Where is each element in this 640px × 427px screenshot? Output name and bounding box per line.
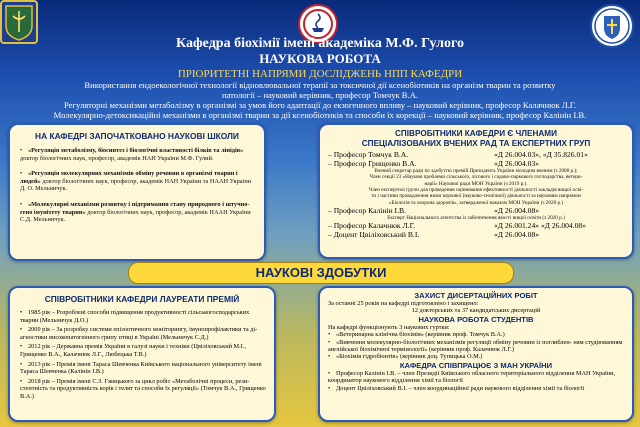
priority-line: Використання ендоекологічної технології відновлювальної терапії за токсичної дії ксенобіотиків на організм тварин та розвитку xyxy=(84,80,556,90)
member-name: – Професор Грищенко В.А. xyxy=(328,159,417,169)
bullet-icon: • xyxy=(328,331,331,339)
bullet-icon: • xyxy=(20,170,23,178)
staff-heading: СПІВРОБІТНИКИ КАФЕДРИ Є ЧЛЕНАМИ xyxy=(394,129,558,138)
priority-line: Регуляторні механізми метаболізму в організмі за умов його адаптації до екзогенного впливу – науковий керівник, професор Калачнюк Л.Г. xyxy=(64,100,576,110)
achievements-banner: НАУКОВІ ЗДОБУТКИ xyxy=(128,262,514,284)
member-row xyxy=(328,206,624,215)
student-group-text: «Біохімія гідробіонтів» (керівник доц. Тупицька О.М.) xyxy=(336,353,483,361)
laureate-text: 1985 рік – Розроблені способи підвищення продуктивності сільськогосподарських тварин (Мельничук Д.О.) xyxy=(20,309,250,324)
laureate-text: 2013 рік – Премія імені Тараса Шевченка Київського національного університету імені Тараса Шевченка (Калінін І.В.) xyxy=(20,360,262,376)
laureate-item xyxy=(20,361,266,376)
bullet-icon: • xyxy=(20,147,23,154)
council-code: «Д 26.004.03», «Д 35.826.01» xyxy=(494,150,588,160)
cooperation-text: Професор Калінін І.В. – член Президії Київського обласного територіального відділення МАН України, координатор наукового відділення хімії та біології xyxy=(328,369,616,385)
laureates-heading: СПІВРОБІТНИКИ КАФЕДРИ ЛАУРЕАТИ ПРЕМІЙ xyxy=(44,294,240,304)
member-name: – Професор Томчук В.А. xyxy=(328,150,409,160)
council-code: «Д 26.004.08» xyxy=(494,205,540,215)
member-note: нарії» Наукової ради МОН України (з 2019 р.). xyxy=(424,180,528,187)
council-code: «Д 26.004.08» xyxy=(494,230,540,240)
school-item xyxy=(20,201,258,224)
school-item xyxy=(20,170,258,193)
thesis-line: 12 докторських та 37 кандидатських дисертацій xyxy=(411,307,541,315)
school-leader: доктор біологічних наук, професор, академік НАН України та НААН України Д. О. Мельничук. xyxy=(20,177,252,193)
member-name: – Професор Калачнюк Л.Г. xyxy=(328,221,415,231)
student-group-text: «Вивчення молекулярно-біологічних механізмів регуляції обміну речовин із поглиблен- ням студіюванням англійської біохімічної термінології» (керівник проф. Калачнюк Л.Г.) xyxy=(328,338,623,354)
bullet-icon: • xyxy=(20,343,23,351)
school-leader: доктор біологічних наук, професор, академік НАН України М.Ф. Гулий. xyxy=(20,154,214,162)
page-title: НАУКОВА РОБОТА xyxy=(259,51,381,66)
laureates-panel xyxy=(8,286,276,422)
council-code: «Д 26.004.03» xyxy=(494,159,540,169)
laureate-text: 2018 рік – Премія імені С.З. Гжицького за цикл робіт «Метаболічні процеси, рези- стентність та продуктивність корів і телят та способи їх регуляції» (Томчук В.А., Грищенко В.А.) xyxy=(20,377,266,400)
laureate-item xyxy=(20,309,266,324)
member-name: – Доцент Цвіліховський В.І. xyxy=(328,230,420,240)
priority-line: патології – науковий керівник, професор Томчук В.А. xyxy=(221,90,419,100)
department-title: Кафедра біохімії імені академіка М.Ф. Гулого xyxy=(176,36,464,51)
cooperation-heading: КАФЕДРА СПІВПРАЦЮЄ З МАН УКРАЇНИ xyxy=(399,360,553,370)
bullet-icon: • xyxy=(20,377,23,385)
bullet-icon: • xyxy=(20,326,23,334)
laureate-item xyxy=(20,326,266,341)
member-name: – Професор Калінін І.В. xyxy=(328,205,406,215)
member-row xyxy=(328,150,624,159)
school-title: «Регуляція метаболізму, біосинтез і біологічні властивості білків та лінідів» xyxy=(28,147,244,154)
bullet-icon: • xyxy=(328,338,331,346)
member-row xyxy=(328,221,624,230)
priority-directions-heading: ПРІОРИТЕТНІ НАПРЯМИ ДОСЛІДЖЕНЬ НПП КАФЕДРИ xyxy=(177,68,463,80)
laureate-text: 2009 рік – За розробку системи епізоотичного моніторингу, імунопрофілактики та ді- агностики високопатогенного грипу птиці в Україні (Мельничук С.Д.) xyxy=(20,326,258,341)
member-row xyxy=(328,230,624,239)
thesis-heading: ЗАХИСТ ДИСЕРТАЦІЙНИХ РОБІТ xyxy=(414,291,538,300)
cooperation-text: Доцент Цвіліховський В.І. – член координаційної ради наукового відділення хімії та біології xyxy=(336,384,585,392)
staff-heading: СПЕЦІАЛІЗОВАНИХ ВЧЕНИХ РАД ТА ЕКСПЕРТНИХ ГРУП xyxy=(361,138,591,148)
students-heading: НАУКОВА РОБОТА СТУДЕНТІВ xyxy=(418,314,534,324)
bullet-icon: • xyxy=(20,309,23,316)
thesis-line: За останні 25 років на кафедрі підготовлено і захищено: xyxy=(328,300,479,307)
student-group-item xyxy=(328,339,624,354)
member-row xyxy=(328,159,624,168)
council-members-panel xyxy=(318,123,634,259)
member-note: Член секції 23 «Науковi проблеми сільського, лісового і садово-паркового господарства, ветери- xyxy=(369,174,583,181)
member-note: ти і частини провадження ними наукової (науково-технічної) діяльності за науковим напрямом xyxy=(371,193,581,200)
bullet-icon: • xyxy=(20,360,23,368)
school-title: «Молекулярні механізми розвитку і підтримання стану природного і штучно- гено імунітету тварин» xyxy=(20,200,250,216)
theses-students-panel xyxy=(318,286,634,422)
scientific-schools-panel xyxy=(8,123,266,261)
council-code: «Д 26.001.24» «Д 26.004.08» xyxy=(494,221,586,231)
priority-line: Молекулярно-детоксикаційні механізми в організмі тварин за дії ксенобіотиків та способи їх корекції – науковий керівник, професор Калінін І.В. xyxy=(53,110,587,120)
schools-heading: НА КАФЕДРІ ЗАПОЧАТКОВАНО НАУКОВІ ШКОЛИ xyxy=(35,131,239,141)
bullet-icon: • xyxy=(328,369,331,377)
school-title: «Регуляція молекулярних механізмів обміну речовин в організмі тварин і людей» xyxy=(20,170,238,185)
laureate-item xyxy=(20,378,266,401)
member-note: «Біологія та охорона здоров'я», затвердженої наказом МОН України (з 2020 р.) xyxy=(388,199,564,206)
member-note: Вчений секретар ради по здобуттю премій Президента України молодим вченим (з 2008 р.); xyxy=(374,168,578,175)
bullet-icon: • xyxy=(328,384,331,392)
member-note: Експерт Національного агентства із забезпечення якості вищої освіти (з 2020 р.) xyxy=(387,214,565,221)
student-group-item xyxy=(328,331,624,338)
cooperation-item xyxy=(328,370,624,385)
bullet-icon: • xyxy=(328,353,331,361)
students-intro: На кафедрі функціонують 3 наукових гуртки: xyxy=(328,323,450,331)
laureate-text: 2012 рік – Державна премія України в галузі науки і техніки (Цвіліховський М.І., Грищенко В.А., Калачнюк Л.Г., Любецька Т.В.) xyxy=(20,343,246,358)
bullet-icon: • xyxy=(20,200,23,208)
school-leader: доктор біологічних наук, професор, академік НААН України С.Д. Мельничук. xyxy=(20,208,251,224)
cooperation-item xyxy=(328,385,624,392)
school-item xyxy=(20,147,258,162)
member-note: Член експертної групи для проведення оцінювання ефективності діяльності закладів вищої осві- xyxy=(368,187,584,194)
laureate-item xyxy=(20,343,266,358)
student-group-text: «Ветеринарна клінічна біохімія» (керівник проф. Томчук В.А.) xyxy=(336,331,505,339)
student-group-item xyxy=(328,353,624,360)
